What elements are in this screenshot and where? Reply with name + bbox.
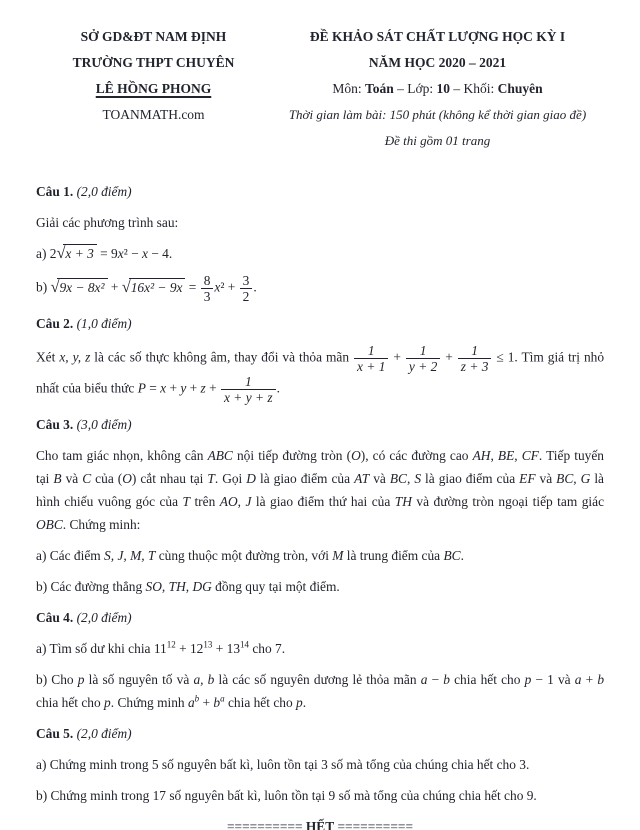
text-run: ), có các đường cao xyxy=(360,448,473,463)
text-run: S xyxy=(414,471,422,486)
text-run: ========== xyxy=(334,819,414,830)
text-run: . Chứng minh xyxy=(110,695,188,710)
text-run: và xyxy=(61,471,83,486)
text-run: cho 7. xyxy=(249,641,286,656)
text-run: DG xyxy=(192,579,212,594)
text-run: , xyxy=(514,448,522,463)
text-run: = xyxy=(185,279,200,295)
text-run: b xyxy=(213,695,221,710)
school-type: TRƯỜNG THPT CHUYÊN xyxy=(72,55,235,70)
text-run: + xyxy=(389,349,405,365)
question-4-title xyxy=(36,606,604,629)
text-run: J xyxy=(245,494,252,509)
question-2-body xyxy=(36,343,604,405)
question-1-part-b xyxy=(36,273,604,304)
text-run: ² − xyxy=(123,246,142,261)
exam-page-count: Đề thi gồm 01 trang xyxy=(384,133,491,148)
text-run: là hình chiếu vuông góc của xyxy=(36,471,604,509)
text-run: – Khối: xyxy=(450,81,498,96)
exam-body xyxy=(36,180,604,807)
text-run: nội tiếp đường tròn ( xyxy=(232,448,352,463)
text-run: ² + xyxy=(220,279,239,295)
text-run: . Chứng minh: xyxy=(62,517,141,532)
text-run: , xyxy=(490,448,498,463)
exponent: 13 xyxy=(203,639,213,650)
text-run: Câu 5. xyxy=(36,726,77,741)
text-run: + xyxy=(441,349,457,365)
text-run: x xyxy=(160,380,167,396)
text-run: a) Các điểm xyxy=(36,548,105,563)
exponent: b xyxy=(194,693,200,704)
text-run: chia hết cho xyxy=(36,695,105,710)
text-run: OBC xyxy=(36,517,63,532)
text-run: BE xyxy=(497,448,515,463)
text-run: SO xyxy=(145,579,162,594)
text-run: Cho tam giác nhọn, không cân xyxy=(36,448,208,463)
text-run: TH xyxy=(168,579,186,594)
text-run: a) 2 xyxy=(36,246,57,261)
question-2-title xyxy=(36,312,604,335)
text-run: AT xyxy=(354,471,370,486)
text-run: b xyxy=(597,672,605,687)
text-run: x xyxy=(141,246,148,261)
text-run: là giao điểm của xyxy=(255,471,355,486)
exponent: a xyxy=(220,693,225,704)
text-run: chia hết cho xyxy=(449,672,525,687)
text-run: (3,0 điểm) xyxy=(76,417,132,432)
text-run: 10 xyxy=(436,81,451,96)
text-run: a) Chứng minh trong 5 số nguyên bất kì, luôn tồn tại 3 số mà tổng của chúng chia hết cho 3. xyxy=(36,757,530,772)
subject-grade-line xyxy=(271,76,604,102)
text-run: của ( xyxy=(91,471,123,486)
text-run: CF xyxy=(521,448,539,463)
text-run: M xyxy=(332,548,344,563)
radical: √9x − 8x² xyxy=(51,276,108,299)
text-run: a xyxy=(187,695,195,710)
text-run: + xyxy=(581,672,598,687)
text-run: p xyxy=(104,695,111,710)
question-4-part-b xyxy=(36,668,604,714)
text-run: BC xyxy=(556,471,574,486)
exam-header xyxy=(36,24,604,154)
text-run: D xyxy=(246,471,256,486)
text-run: BC xyxy=(389,471,407,486)
fraction: $\frac{1}{x + y + z}$ xyxy=(220,374,277,405)
text-run: a xyxy=(420,672,428,687)
text-run: là số nguyên tố và xyxy=(84,672,194,687)
question-1-title xyxy=(36,180,604,203)
text-run: + 13 xyxy=(212,641,241,656)
text-run: là giao điểm thứ hai của xyxy=(251,494,395,509)
text-run: cùng thuộc một đường tròn, với xyxy=(155,548,333,563)
fraction: $\frac{8}{3}$ xyxy=(200,273,215,304)
text-run: Chuyên xyxy=(497,81,543,96)
question-3-body xyxy=(36,444,604,536)
text-run: − xyxy=(427,672,444,687)
text-run: , xyxy=(237,494,246,509)
text-run: − 4. xyxy=(147,246,173,261)
text-run: đồng quy tại một điểm. xyxy=(211,579,340,594)
text-run: p xyxy=(77,672,85,687)
text-run: Xét xyxy=(36,349,60,365)
text-run: . Gọi xyxy=(214,471,247,486)
text-run: và xyxy=(369,471,390,486)
text-run: (2,0 điểm) xyxy=(76,726,132,741)
header-school-block xyxy=(36,24,271,128)
text-run: + xyxy=(107,279,122,295)
exponent: 12 xyxy=(166,639,176,650)
text-run: z xyxy=(200,380,206,396)
text-run: là giao điểm của xyxy=(421,471,520,486)
question-4-part-a xyxy=(36,637,604,660)
text-run: AO xyxy=(219,494,238,509)
fraction: $\frac{1}{x + 1}$ xyxy=(353,343,389,374)
text-run: là các số thực không âm, thay đổi và thỏa mãn xyxy=(90,349,354,365)
text-run: B xyxy=(53,471,62,486)
text-run: p xyxy=(296,695,303,710)
text-run: ABC xyxy=(207,448,233,463)
text-run: x xyxy=(214,279,221,295)
text-run: Câu 3. xyxy=(36,417,77,432)
toanmath-website: TOANMATH.com xyxy=(102,107,205,122)
header-exam-block xyxy=(271,24,604,154)
text-run: ========== xyxy=(226,819,306,830)
text-run: chia hết cho xyxy=(224,695,296,710)
question-1-part-a xyxy=(36,242,604,265)
text-run: T xyxy=(182,494,190,509)
fraction: $\frac{1}{z + 3}$ xyxy=(457,343,493,374)
text-run: x xyxy=(117,246,124,261)
text-run: – Lớp: xyxy=(393,81,437,96)
text-run: ≤ 1. Tìm giá trị nhỏ nhất của biểu thức xyxy=(36,349,605,396)
question-5-part-a xyxy=(36,753,604,776)
text-run: và xyxy=(535,471,557,486)
text-run: . Tiếp tuyến tại xyxy=(36,448,605,486)
text-run: T xyxy=(207,471,215,486)
department-name: SỞ GD&ĐT NAM ĐỊNH xyxy=(80,29,227,44)
text-run: + xyxy=(199,695,214,710)
exam-duration: Thời gian làm bài: 150 phút (không kể thời gian giao đề) xyxy=(288,107,587,122)
exam-title: ĐỀ KHẢO SÁT CHẤT LƯỢNG HỌC KỲ I xyxy=(309,29,566,44)
question-3-title xyxy=(36,413,604,436)
text-run: C xyxy=(82,471,92,486)
text-run: , xyxy=(406,471,415,486)
text-run: b) xyxy=(36,279,51,295)
question-5-part-b xyxy=(36,784,604,807)
question-3-part-b xyxy=(36,575,604,598)
text-run: a) Tìm số dư khi chia 11 xyxy=(36,641,167,656)
text-run: Giải các phương trình sau: xyxy=(36,215,179,230)
text-run: S, J, M, T xyxy=(104,548,156,563)
text-run: là các số nguyên dương lẻ thỏa mãn xyxy=(214,672,421,687)
text-run: G xyxy=(580,471,591,486)
fraction: $\frac{3}{2}$ xyxy=(239,273,254,304)
question-1-intro xyxy=(36,211,604,234)
text-run: b xyxy=(443,672,450,687)
text-run: , xyxy=(185,579,193,594)
end-of-exam-marker xyxy=(36,815,604,830)
text-run: và đường tròn ngoại tiếp tam giác xyxy=(411,494,605,509)
radical: √x + 3 xyxy=(56,242,96,265)
fraction: $\frac{1}{y + 2}$ xyxy=(405,343,441,374)
text-run: b) Cho xyxy=(36,672,78,687)
text-run: b) Chứng minh trong 17 số nguyên bất kì, luôn tồn tại 9 số mà tổng của chúng chia hết cho 9. xyxy=(36,788,537,803)
text-run: + xyxy=(205,380,221,396)
text-run: p xyxy=(524,672,532,687)
text-run: AH xyxy=(472,448,491,463)
text-run: , xyxy=(573,471,581,486)
text-run: + xyxy=(186,380,201,396)
text-run: a xyxy=(574,672,582,687)
question-5-title xyxy=(36,722,604,745)
exponent: 14 xyxy=(240,639,250,650)
text-run: O xyxy=(122,471,132,486)
radical: √16x² − 9x xyxy=(122,276,186,299)
text-run: O xyxy=(351,448,361,463)
question-3-part-a xyxy=(36,544,604,567)
text-run: trên xyxy=(190,494,220,509)
text-run: . xyxy=(302,695,307,710)
text-run: Môn: xyxy=(332,81,365,96)
text-run: b) Các đường thẳng xyxy=(36,579,146,594)
school-year: NĂM HỌC 2020 – 2021 xyxy=(368,55,507,70)
text-run: (2,0 điểm) xyxy=(76,610,132,625)
text-run: x, y, z xyxy=(59,349,91,365)
text-run: + xyxy=(166,380,181,396)
text-run: ) cắt nhau tại xyxy=(131,471,208,486)
school-name: LÊ HỒNG PHONG xyxy=(95,81,212,96)
text-run: là trung điểm của xyxy=(343,548,444,563)
text-run: a, b xyxy=(193,672,215,687)
text-run: = 9 xyxy=(96,246,118,261)
text-run: (1,0 điểm) xyxy=(76,316,132,331)
text-run: Câu 2. xyxy=(36,316,77,331)
text-run: − 1 và xyxy=(531,672,575,687)
text-run: BC xyxy=(443,548,461,563)
text-run: Câu 4. xyxy=(36,610,77,625)
text-run: Câu 1. xyxy=(36,184,77,199)
text-run: . xyxy=(460,548,464,563)
text-run: + 12 xyxy=(175,641,204,656)
text-run: . xyxy=(253,279,257,295)
text-run: HẾT xyxy=(305,819,335,830)
text-run: TH xyxy=(394,494,412,509)
text-run: . xyxy=(276,380,280,396)
text-run: Toán xyxy=(364,81,394,96)
text-run: P xyxy=(137,380,146,396)
text-run: (2,0 điểm) xyxy=(76,184,132,199)
text-run: EF xyxy=(519,471,536,486)
text-run: = xyxy=(145,380,161,396)
text-run: y xyxy=(180,380,187,396)
text-run: , xyxy=(161,579,169,594)
